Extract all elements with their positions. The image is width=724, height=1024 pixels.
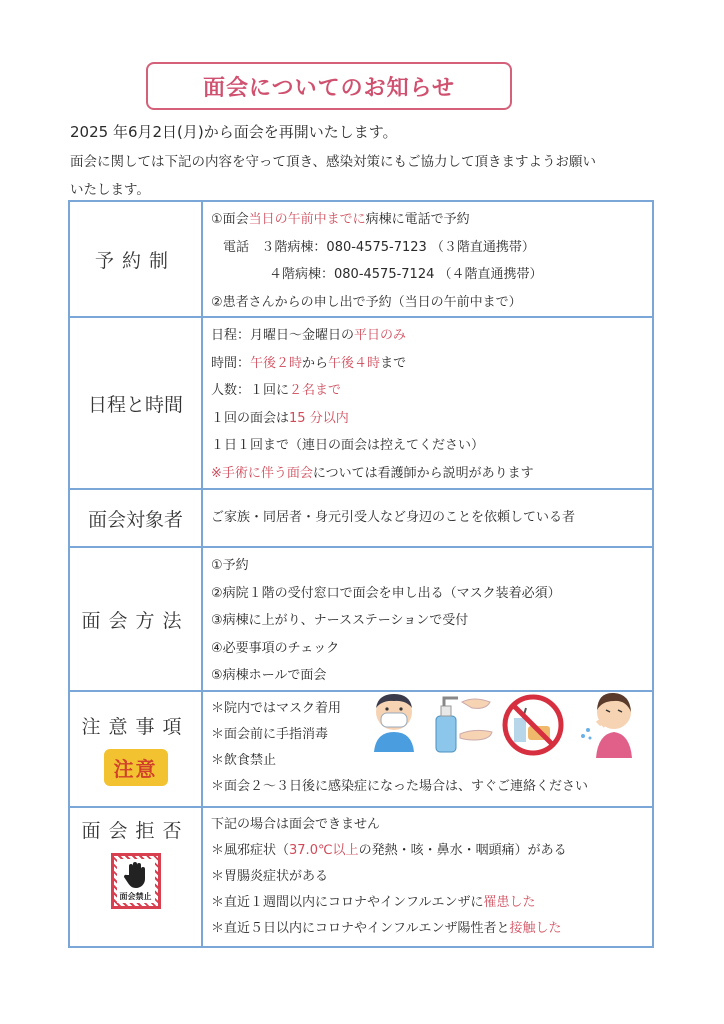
caution-item: ＊飲食禁止 — [211, 753, 277, 768]
refusal-contact-prefix: ＊直近５日以内にコロナやインフルエンザ陽性者と — [211, 921, 510, 936]
intro-request-line1: 面会に関しては下記の内容を守って頂き、感染対策にもご協力して頂きますようお願い — [70, 154, 596, 170]
row-refusal — [69, 807, 653, 947]
schedule-surgery-red: ※手術に伴う面会 — [211, 465, 313, 481]
schedule-duration-prefix: １回の面会は — [211, 410, 290, 426]
hand-sanitizer-icon — [430, 688, 496, 758]
schedule-frequency: １日１回まで（連日の面会は控えてください） — [211, 438, 485, 453]
schedule-time-suffix: まで — [380, 355, 407, 371]
schedule-people-limit: ２名まで — [289, 383, 342, 398]
schedule-surgery-note — [211, 460, 652, 488]
reservation-body — [202, 201, 653, 317]
schedule-time-mid: から — [302, 355, 329, 371]
refusal-lead: 下記の場合は面会できません — [211, 817, 381, 832]
visit-rules-table — [68, 200, 654, 948]
schedule-header: 日程と時間 — [87, 393, 183, 416]
reservation-phone3 — [211, 234, 652, 262]
schedule-duration — [211, 405, 652, 433]
phone3-text: ３階病棟：080-4575-7123 （３階直通携帯） — [261, 239, 535, 255]
eligible-header: 面会対象者 — [87, 508, 183, 531]
schedule-time — [211, 350, 652, 378]
refusal-body — [202, 807, 653, 947]
schedule-time-to: 午後４時 — [328, 355, 381, 371]
reservation-item1-prefix: ①面会 — [211, 212, 249, 227]
method-step: ⑤病棟ホールで面会 — [211, 668, 327, 683]
stop-hand-icon — [123, 861, 149, 889]
schedule-days — [211, 322, 652, 350]
schedule-body — [202, 317, 653, 489]
reservation-item2: ②患者さんからの申し出で予約（当日の午前中まで） — [211, 294, 522, 310]
schedule-duration-limit: 15 分以内 — [289, 410, 349, 426]
schedule-header-cell — [69, 317, 202, 489]
schedule-time-from: 午後２時 — [250, 355, 303, 371]
reservation-item1-deadline: 当日の午前中までに — [248, 212, 366, 227]
no-eating-icon — [500, 692, 566, 758]
no-visit-sign-text: 面会禁止 — [119, 891, 152, 901]
row-schedule — [69, 317, 653, 489]
refusal-header-cell — [69, 807, 202, 947]
method-header-cell — [69, 547, 202, 691]
schedule-days-weekdays: 平日のみ — [354, 328, 407, 343]
method-header: 面会方法 — [81, 609, 190, 632]
refusal-contact-red: 接触した — [509, 921, 562, 936]
refusal-infected — [211, 890, 652, 916]
method-step: ①予約 — [211, 558, 249, 573]
notice-title-box — [146, 62, 512, 110]
caution-badge: 注意 — [104, 749, 168, 786]
eligible-body — [202, 489, 653, 547]
intro-request-line2: いたします。 — [70, 182, 150, 198]
refusal-infected-prefix: ＊直近１週間以内にコロナやインフルエンザに — [211, 895, 484, 910]
schedule-people — [211, 377, 652, 405]
method-step: ③病棟に上がり、ナースステーションで受付 — [211, 613, 469, 628]
schedule-surgery-suffix: については看護師から説明があります — [312, 465, 534, 481]
reservation-header: 予約制 — [94, 249, 176, 272]
masked-person-icon — [366, 688, 422, 752]
schedule-days-prefix: 日程：月曜日～金曜日の — [211, 328, 355, 343]
refusal-fever-suffix: の発熱・咳・鼻水・咽頭痛）がある — [358, 843, 567, 858]
schedule-time-prefix: 時間： — [211, 355, 251, 371]
reservation-item1-suffix: 病棟に電話で予約 — [365, 212, 470, 227]
eligible-text: ご家族・同居者・身元引受人など身辺のことを依頼している者 — [211, 510, 576, 526]
notice-title: 面会についてのお知らせ — [203, 75, 455, 101]
row-eligible — [69, 489, 653, 547]
row-method — [69, 547, 653, 691]
caution-header-cell — [69, 691, 202, 807]
method-step: ④必要事項のチェック — [211, 640, 340, 656]
refusal-infected-red: 罹患した — [483, 895, 536, 910]
caution-item: ＊面会２～３日後に感染症になった場合は、すぐご連絡ください — [211, 779, 589, 794]
reservation-phone4: ４階病棟：080-4575-7124 （４階直通携帯） — [269, 267, 543, 282]
method-step: ②病院１階の受付窓口で面会を申し出る（マスク装着必須） — [211, 585, 561, 601]
reservation-item1 — [211, 206, 652, 234]
schedule-people-prefix: 人数：１回に — [211, 383, 290, 398]
row-reservation — [69, 201, 653, 317]
refusal-fever-threshold: 37.0℃以上 — [289, 843, 359, 858]
intro-date: 2025 年6月2日(月)から面会を再開いたします。 — [70, 123, 398, 141]
caution-item: ＊院内ではマスク着用 — [211, 701, 342, 716]
no-visit-sign-inner — [117, 859, 155, 903]
no-visit-sign — [111, 853, 161, 909]
refusal-fever — [211, 838, 652, 864]
method-body — [202, 547, 653, 691]
eligible-header-cell — [69, 489, 202, 547]
reservation-header-cell — [69, 201, 202, 317]
coughing-person-icon — [578, 686, 644, 758]
refusal-contact — [211, 916, 652, 942]
refusal-fever-prefix: ＊風邪症状（ — [211, 843, 290, 858]
refusal-header: 面会拒否 — [81, 820, 190, 842]
refusal-gastro: ＊胃腸炎症状がある — [211, 869, 329, 884]
phone-label: 電話 — [223, 239, 250, 255]
caution-header: 注意事項 — [81, 716, 190, 738]
caution-item: ＊面会前に手指消毒 — [211, 727, 329, 742]
